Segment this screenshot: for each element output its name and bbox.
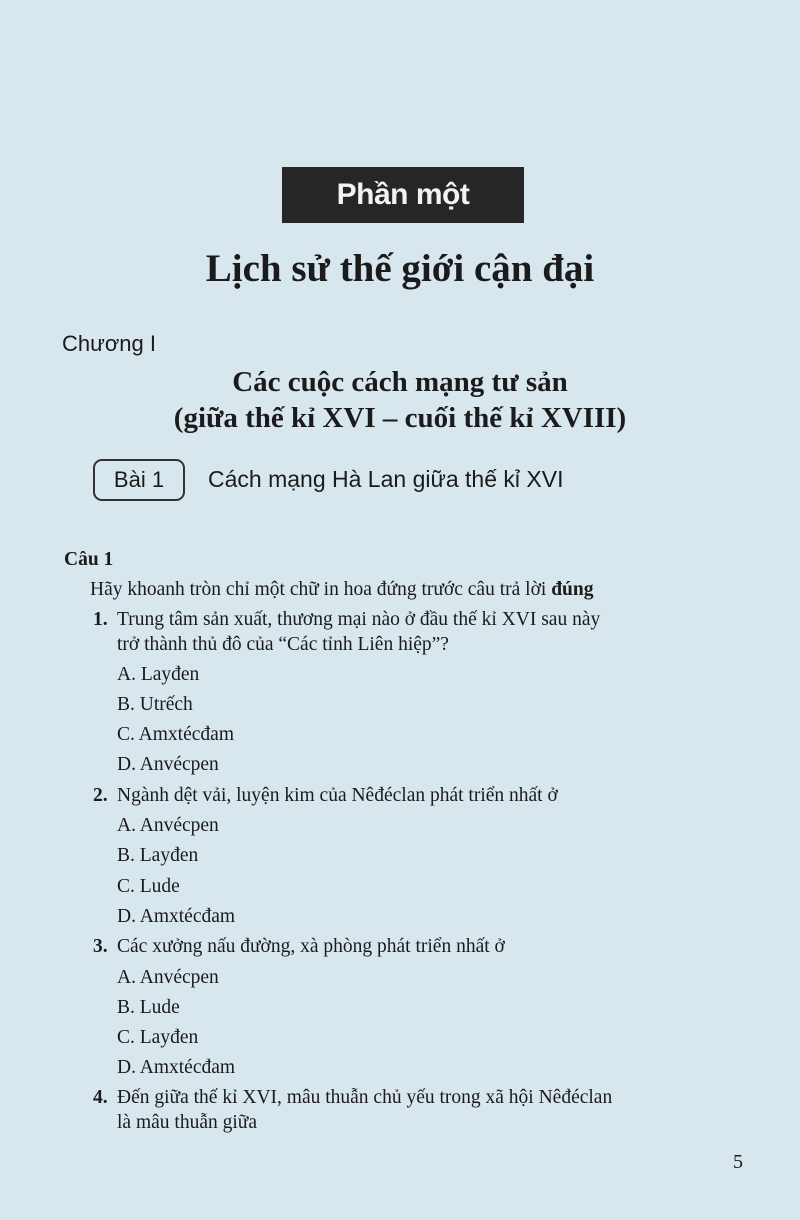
answer-option: D. Amxtécđam: [117, 906, 236, 927]
chapter-label: Chương I: [62, 331, 156, 356]
lesson-number-box: [93, 459, 185, 501]
answer-option: A. Anvécpen: [117, 967, 219, 988]
answer-option: A. Anvécpen: [117, 815, 219, 836]
item-text-line: Trung tâm sản xuất, thương mại nào ở đầu thế kỉ XVI sau này: [117, 609, 601, 630]
item-number: 2.: [93, 785, 108, 806]
part-banner: [282, 167, 524, 223]
item-number: 4.: [93, 1087, 108, 1108]
answer-option: B. Lude: [117, 997, 180, 1018]
answer-option: D. Anvécpen: [117, 754, 219, 775]
instruction-emphasis: đúng: [551, 579, 594, 600]
item-number: 3.: [93, 936, 108, 957]
answer-option: C. Layđen: [117, 1027, 199, 1048]
instruction-text: Hãy khoanh tròn chỉ một chữ in hoa đứng trước câu trả lời: [90, 579, 547, 600]
page-number: 5: [733, 1151, 743, 1173]
part-title: Lịch sử thế giới cận đại: [205, 247, 595, 290]
item-text-line: là mâu thuẫn giữa: [117, 1112, 257, 1133]
lesson-title: Cách mạng Hà Lan giữa thế kỉ XVI: [208, 466, 564, 492]
question-instruction: [90, 579, 593, 601]
item-number: 1.: [93, 609, 108, 630]
answer-option: A. Layđen: [117, 664, 200, 685]
answer-option: C. Lude: [117, 876, 180, 897]
answer-option: C. Amxtécđam: [117, 724, 234, 745]
lesson-number: Bài 1: [113, 467, 165, 492]
item-text-line: Ngành dệt vải, luyện kim của Nêđéclan phát triển nhất ở: [117, 785, 558, 806]
answer-option: B. Layđen: [117, 845, 199, 866]
item-text-line: Các xưởng nấu đường, xà phòng phát triển nhất ở: [117, 936, 505, 957]
answer-option: D. Amxtécđam: [117, 1057, 236, 1078]
chapter-title-line1: Các cuộc cách mạng tư sản: [232, 366, 568, 398]
question-label: Câu 1: [64, 549, 114, 570]
answer-option: B. Utrếch: [117, 694, 193, 715]
part-label: Phần một: [336, 178, 470, 211]
item-text-line: Đến giữa thế kỉ XVI, mâu thuẫn chủ yếu trong xã hội Nêđéclan: [117, 1087, 613, 1108]
chapter-title-line2: (giữa thế kỉ XVI – cuối thế kỉ XVIII): [173, 402, 627, 434]
item-text-line: trở thành thủ đô của “Các tỉnh Liên hiệp”?: [117, 634, 449, 655]
